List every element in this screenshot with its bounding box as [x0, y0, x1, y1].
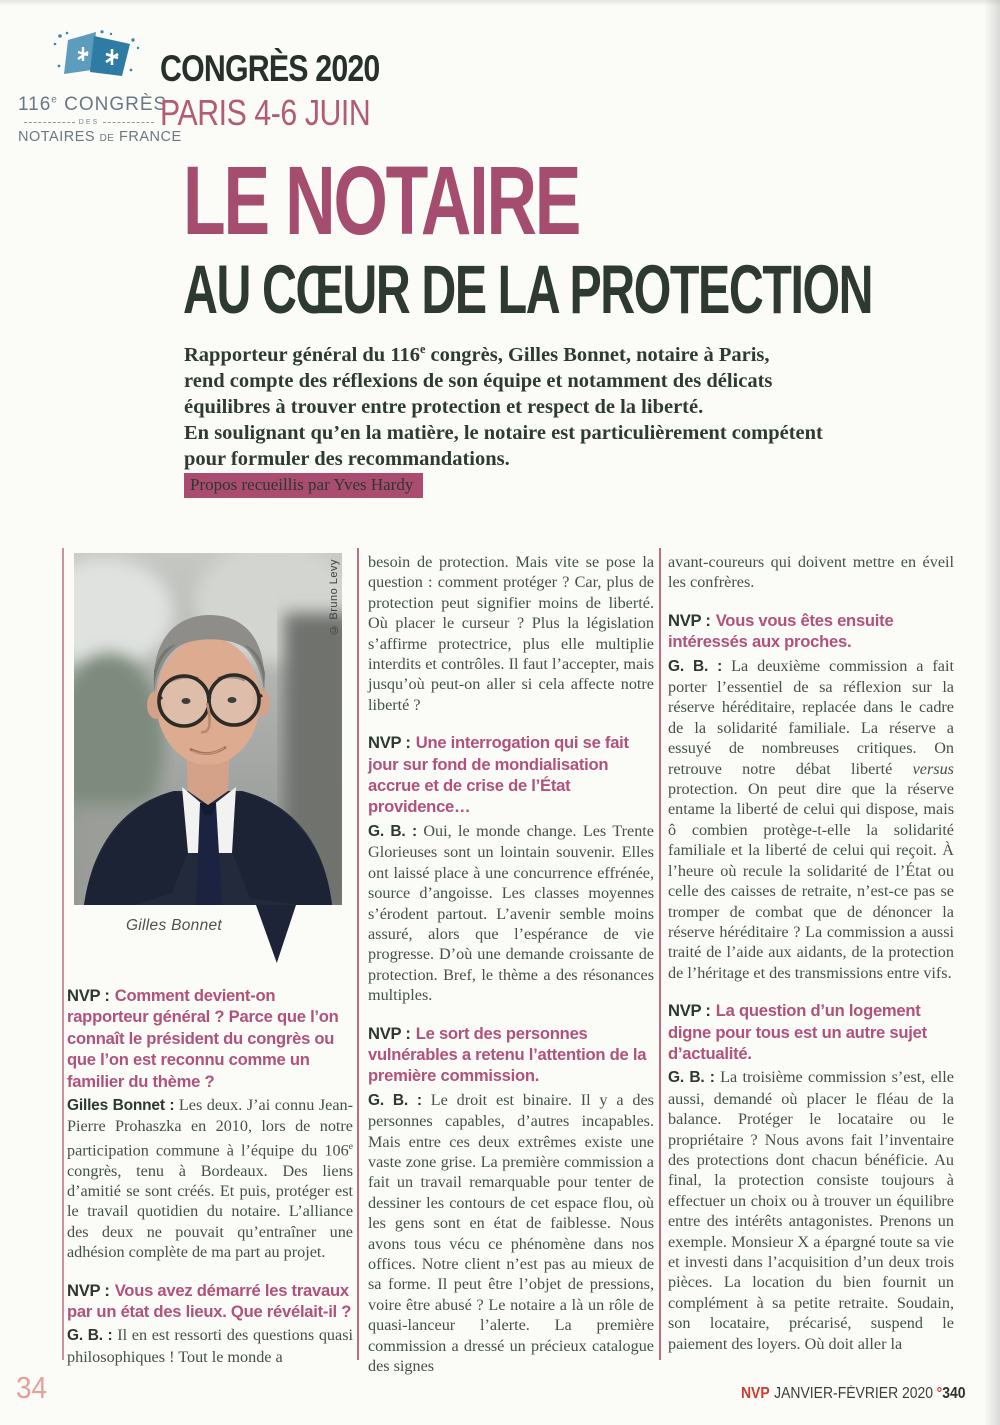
- intro-line: équilibres à trouver entre protection et respect de la liberté.: [184, 395, 704, 418]
- interview-answer: Gilles Bonnet : Les deux. J’ai connu Jean-Pierre Prohaszka en 2010, lors de notre participation commune à l’équipe du 106e congrès, tenu à Bordeaux. Des liens d’amitié se sont créés. Et puis, protéger est le travail quotidien du notaire. L’alliance des deux ne pouvait qu’entraîner une adhésion complète de ma part au projet.: [67, 1096, 353, 1262]
- logo-line-notaires: NOTAIRES DE FRANCE: [18, 129, 182, 145]
- interview-answer: G. B. : Le droit est binaire. Il y a des personnes capables, d’autres incapables. Mais entre ces deux extrêmes existe une vaste zone grise. La première commission a fait un travail remarquable pour tenter de dessiner les contours de cet espace flou, où les gens sont en état de faiblesse. Nous avons tous vécu ce phénomène dans nos offices. Notre client n’est pas au mieux de sa forme. Il peut être l’objet de pressions, voire être abusé ? Le notaire a là un rôle de quasi-lanceur l’alerte. La première commission a dressé un précieux catalogue des signes: [368, 1090, 654, 1376]
- portrait-photo: [74, 553, 342, 951]
- intro-line: rend compte des réflexions de son équipe et notamment des délicats: [184, 369, 773, 392]
- interview-question: NVP : La question d’un logement digne pour tous est un autre sujet d’actualité.: [668, 1001, 927, 1063]
- interview-answer: G. B. : La troisième commission s’est, elle aussi, demandé où placer le fléau de la balance. Protéger le locataire ou le propriétaire ? Nous avons fait l’inventaire des protections dont chacun bénéficie. Au final, la protection consiste toujours à effectuer un choix ou à trouver un équilibre entre des intérêts antagonistes. Prenons un exemple. Monsieur X a épargné toute sa vie et investi dans l’acquisition d’un deux trois pièces. La location du bien fournit un complément à sa petite retraite. Soudain, son locataire, précarisé, suspend le paiement des loyers. Où doit aller la: [668, 1068, 954, 1353]
- congress-header: [160, 48, 428, 134]
- article-title-line1: LE NOTAIRE: [183, 146, 580, 255]
- interview-answer: G. B. : La deuxième commission a fait porter l’essentiel de sa réflexion sur la réserve héréditaire, replacée dans le cadre de la solidarité familiale. La réserve a essuyé de nombreuses critiques. On retrouve notre débat liberté versus protection. On peut dire que la réserve entame la liberté de celui qui dispose, mais ô combien protège-t-elle la solidarité familiale et la liberté de celui qui reçoit. À l’heure où recule la solidarité de l’État ou celle des caisses de retraite, n’est-ce pas se tromper de combat que de dénoncer la réserve héréditaire ? La commission a aussi traité de l’aide aux aidants, de la protection de l’héritage et des transmissions entre vifs.: [668, 656, 954, 982]
- photo-credit: © Bruno Levy: [328, 559, 340, 636]
- interview-question: NVP : Vous vous êtes ensuite intéressés aux proches.: [668, 610, 894, 652]
- logo-divider: DES: [24, 119, 154, 126]
- column-1-text: [67, 985, 353, 1367]
- congress-title: CONGRÈS 2020: [160, 48, 380, 89]
- answer-continuation: besoin de protection. Mais vite se pose la question : comment protéger ? Car, plus de protection peut signifier moins de liberté. Où placer le curseur ? Plus la législation s’affirme protectrice, plus elle multiplie interdits et contrôles. Il faut l’accepter, mais jusqu’où peut-on aller si cela affecte notre liberté ?: [368, 553, 654, 714]
- scan-top-artifact: [0, 0, 1000, 6]
- issue-date: JANVIER-FÉVRIER 2020: [774, 1385, 934, 1402]
- magazine-name: NVP: [741, 1385, 771, 1402]
- column-2: [368, 552, 654, 1376]
- photo-caption-band: [74, 905, 342, 951]
- intro-line: pour formuler des recommandations.: [184, 447, 510, 470]
- scan-edge-artifact: [984, 0, 1000, 1425]
- column-1: [67, 552, 353, 1367]
- answer-continuation: avant-coureurs qui doivent mettre en éveil les confrères.: [668, 553, 954, 592]
- portrait-image: [74, 553, 342, 905]
- page-number: 34: [16, 1370, 48, 1405]
- logo-line-congres: 116e CONGRÈS: [18, 94, 168, 115]
- portrait-illustration: [74, 553, 342, 905]
- byline-highlight: Propos recueillis par Yves Hardy: [184, 473, 423, 498]
- congress-logo: [18, 30, 182, 145]
- interview-question: NVP : Comment devient-on rapporteur général ? Parce que l’on connaît le président du congrès ou que l’on est reconnu comme un familier du thème ?: [67, 986, 339, 1091]
- column-3: [668, 552, 954, 1354]
- interview-answer: G. B. : Il en est ressorti des questions quasi philosophiques ! Tout le monde a: [67, 1326, 353, 1366]
- column-rule-1: [357, 548, 359, 1360]
- interview-question: NVP : Vous avez démarré les travaux par un état des lieux. Que révélait-il ?: [67, 1280, 352, 1322]
- photo-caption: Gilles Bonnet: [125, 917, 223, 934]
- intro-line: En soulignant qu’en la matière, le notaire est particulièrement compétent: [184, 421, 823, 444]
- congress-splash-icon: [34, 30, 144, 92]
- column-rule-2: [659, 548, 661, 1360]
- footer-magazine-info: [741, 1385, 966, 1403]
- interview-answer: G. B. : Oui, le monde change. Les Trente Glorieuses sont un lointain souvenir. Elles ont laissé place à une concurrence effrénée, source d’angoisse. Les classes moyennes s’érodent partout. L’avenir semble moins assuré, alors que l’espérance de vie progresse. D’où une demande croissante de protection. Bref, le thème a des résonances multiples.: [368, 821, 654, 1005]
- article-intro: [184, 336, 984, 472]
- column-rule-left: [62, 548, 64, 1360]
- interview-question: NVP : Le sort des personnes vulnérables a retenu l’attention de la première commission.: [368, 1023, 647, 1086]
- intro-line: Rapporteur général du 116e congrès, Gilles Bonnet, notaire à Paris,: [184, 342, 770, 366]
- issue-number: 340: [942, 1385, 966, 1402]
- article-title-line2: AU CŒUR DE LA PROTECTION: [183, 251, 873, 328]
- issue-degree-symbol: °: [937, 1385, 943, 1402]
- congress-subtitle: PARIS 4-6 JUIN: [160, 92, 371, 133]
- interview-question: NVP : Une interrogation qui se fait jour sur fond de mondialisation accrue et de crise de l’État providence…: [368, 733, 629, 817]
